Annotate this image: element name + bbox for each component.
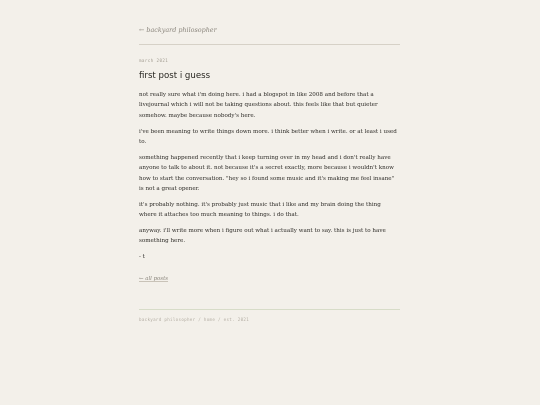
footer-established: est. 2021 (223, 317, 250, 323)
footer-home-link[interactable]: home (203, 317, 216, 323)
post-paragraph: not really sure what i'm doing here. i had a blogspot in like 2008 and before that a livejournal which i will not be taking questions about. this feels like that but quieter somehow. maybe because nobody's here. (139, 92, 378, 119)
footer-site-name: backyard philosopher (139, 317, 196, 323)
footer-divider (139, 309, 400, 310)
all-posts-link[interactable]: ← all posts (139, 276, 169, 283)
post-signoff: - t (139, 254, 145, 261)
page (139, 0, 400, 323)
footer-separator: / (195, 317, 204, 323)
post-paragraph: something happened recently that i keep turning over in my head and i don't really have anyone to talk to about it. not because it's a secret exactly, more because i wouldn't know how to start the conversation. "hey so i found some music and it's making me feel insane" is not a great opener. (139, 154, 395, 193)
footer-separator: / (215, 317, 224, 323)
footer (139, 316, 400, 323)
post-paragraph: it's probably nothing. it's probably just music that i like and my brain doing the thing where it attaches too much meaning to things. i do that. (139, 201, 381, 219)
post-paragraph: i've been meaning to write things down more. i think better when i write. or at least i used to. (139, 128, 397, 146)
header-divider (139, 44, 400, 45)
post-title: first post i guess (139, 71, 211, 81)
post-date: march 2021 (139, 58, 169, 63)
post-paragraph: anyway. i'll write more when i figure out what i actually want to say. this is just to have something here. (139, 228, 386, 245)
back-link-home[interactable]: ← backyard philosopher (139, 26, 217, 34)
post-body (139, 90, 400, 262)
